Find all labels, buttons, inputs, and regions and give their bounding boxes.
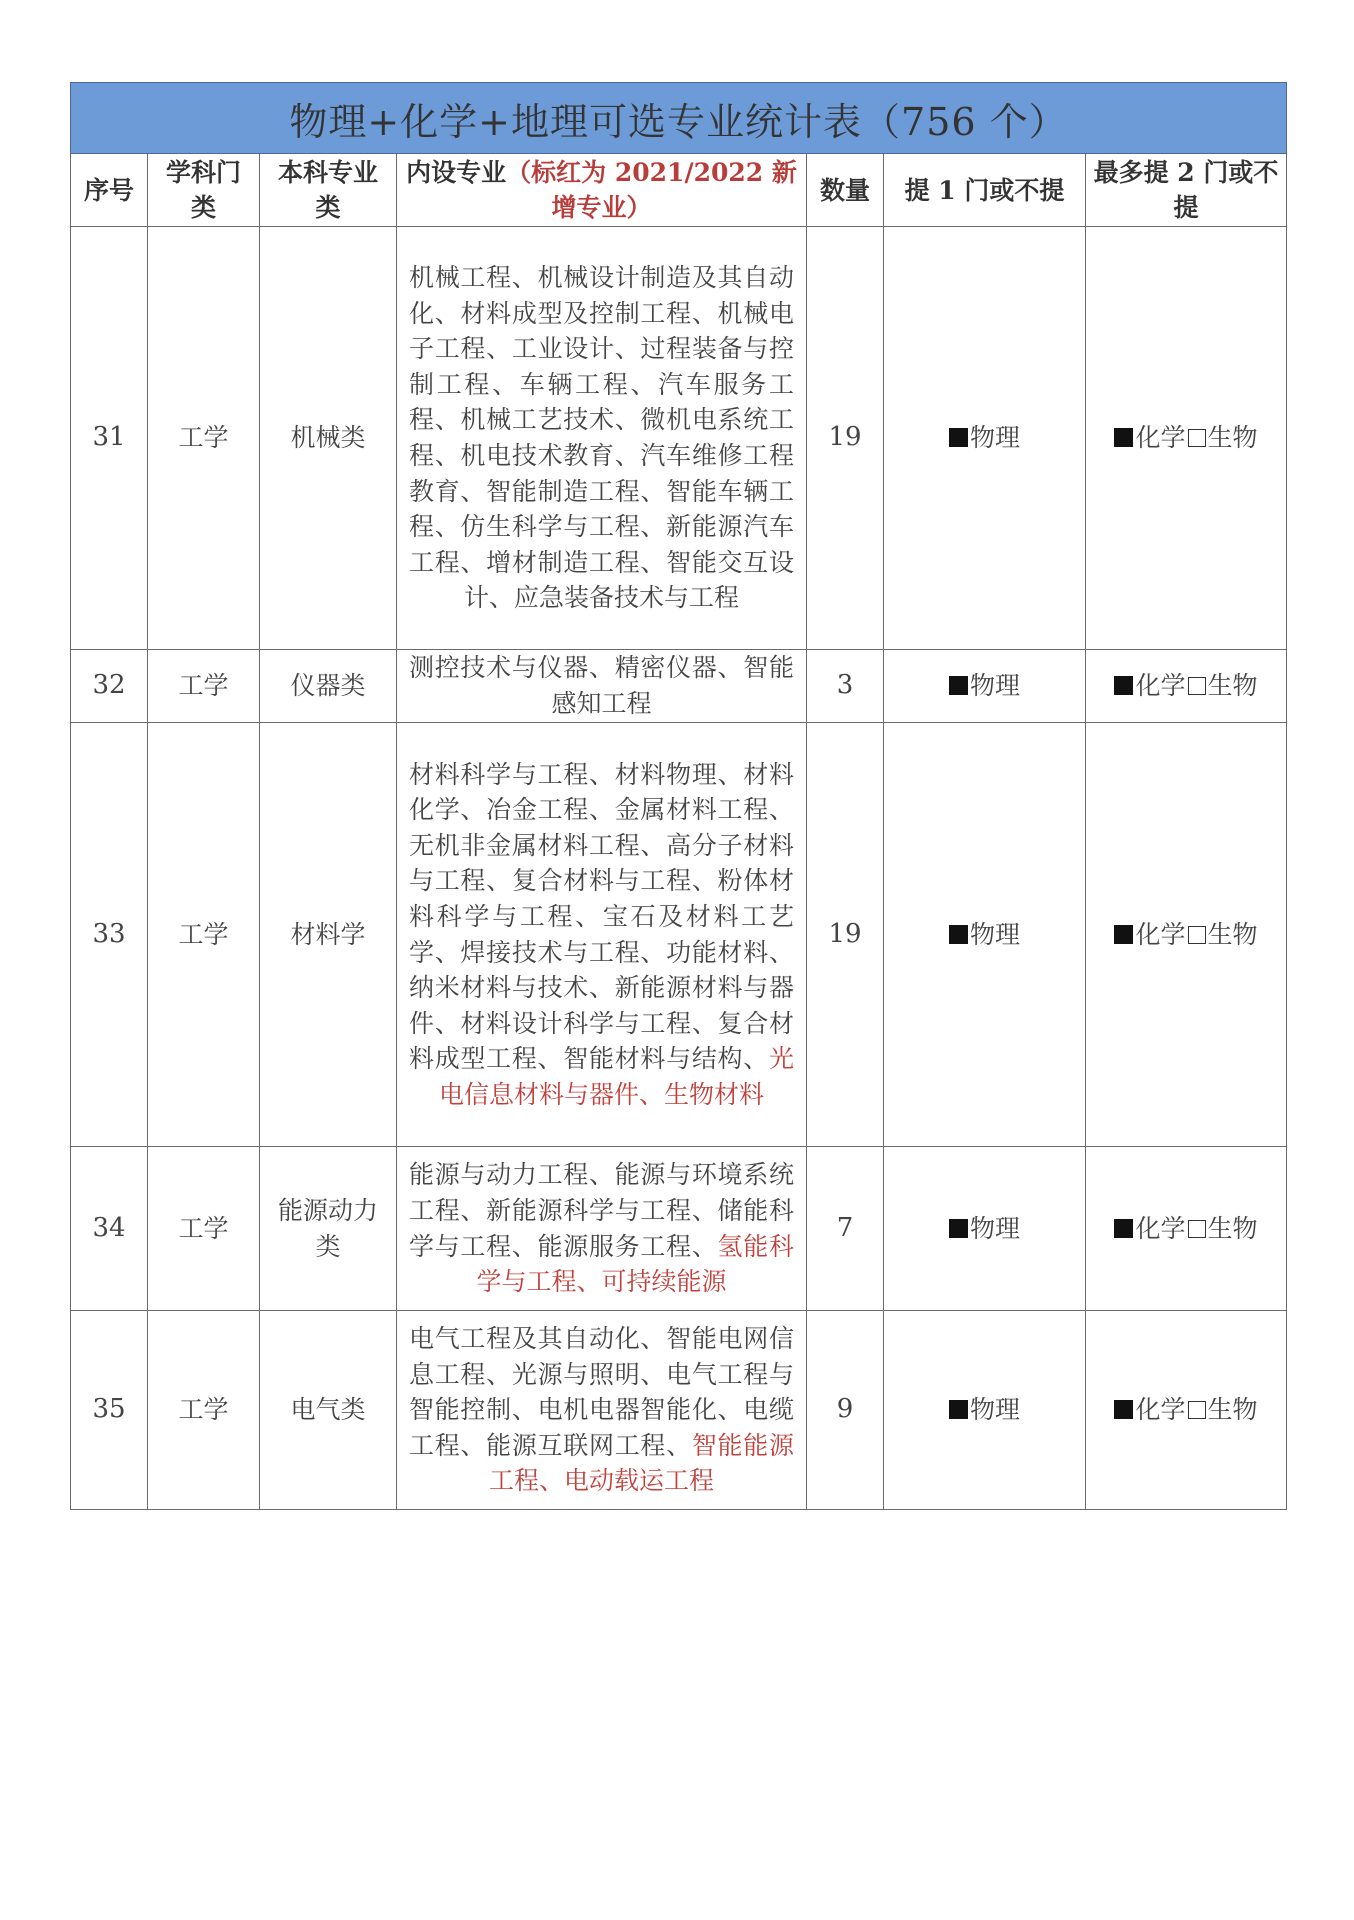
major-statistics-table	[70, 82, 1286, 1510]
empty-square-icon	[1188, 926, 1206, 944]
cell-category: 材料学	[260, 723, 397, 1147]
header-req2: 最多提 2 门或不提	[1086, 154, 1287, 227]
header-majors	[397, 154, 807, 227]
req1-subject: 物理	[969, 919, 1020, 949]
filled-square-icon	[1114, 676, 1133, 695]
majors-text: 能源与动力工程、能源与环境系统工程、新能源科学与工程、储能科学与工程、能源服务工程、	[409, 1160, 794, 1261]
table	[70, 82, 1287, 1510]
table-row	[71, 227, 1287, 650]
req2-subject-a: 化学	[1135, 423, 1186, 453]
cell-count: 19	[807, 723, 884, 1147]
filled-square-icon	[949, 1400, 968, 1419]
filled-square-icon	[949, 925, 968, 944]
cell-count: 9	[807, 1311, 884, 1510]
majors-text: 电气工程及其自动化、智能电网信息工程、光源与照明、电气工程与智能控制、电机电器智能化、电缆工程、能源互联网工程、	[409, 1324, 794, 1460]
filled-square-icon	[1114, 1400, 1133, 1419]
cell-index: 35	[71, 1311, 148, 1510]
majors-new-text: 光电信息材料与器件、生物材料	[438, 1044, 794, 1109]
cell-majors	[397, 227, 807, 650]
cell-count: 19	[807, 227, 884, 650]
header-index: 序号	[71, 154, 148, 227]
cell-count: 7	[807, 1147, 884, 1311]
req2-subject-b: 生物	[1207, 423, 1258, 453]
majors-text: 测控技术与仪器、精密仪器、智能感知工程	[409, 653, 794, 718]
req2-subject-b: 生物	[1207, 919, 1258, 949]
req2-subject-b: 生物	[1207, 1213, 1258, 1243]
req2-subject-b: 生物	[1207, 671, 1258, 701]
header-req1: 提 1 门或不提	[884, 154, 1086, 227]
cell-majors	[397, 1311, 807, 1510]
filled-square-icon	[1114, 1219, 1133, 1238]
cell-req2	[1086, 650, 1287, 723]
cell-req2	[1086, 1147, 1287, 1311]
cell-discipline: 工学	[148, 650, 260, 723]
cell-index: 31	[71, 227, 148, 650]
table-row	[71, 650, 1287, 723]
cell-category: 仪器类	[260, 650, 397, 723]
header-discipline: 学科门类	[148, 154, 260, 227]
cell-discipline: 工学	[148, 227, 260, 650]
req1-subject: 物理	[969, 1395, 1020, 1425]
req1-subject: 物理	[969, 1213, 1020, 1243]
cell-discipline: 工学	[148, 1147, 260, 1311]
empty-square-icon	[1188, 677, 1206, 695]
req1-subject: 物理	[969, 423, 1020, 453]
cell-category: 能源动力类	[260, 1147, 397, 1311]
req2-subject-a: 化学	[1135, 919, 1186, 949]
cell-req1	[884, 650, 1086, 723]
cell-discipline: 工学	[148, 1311, 260, 1510]
cell-index: 33	[71, 723, 148, 1147]
filled-square-icon	[1114, 925, 1133, 944]
cell-count: 3	[807, 650, 884, 723]
cell-req1	[884, 1311, 1086, 1510]
cell-req1	[884, 227, 1086, 650]
req2-subject-b: 生物	[1207, 1395, 1258, 1425]
filled-square-icon	[949, 676, 968, 695]
header-majors-note: （标红为 2021/2022 新增专业）	[506, 158, 797, 222]
header-category: 本科专业类	[260, 154, 397, 227]
req1-subject: 物理	[969, 671, 1020, 701]
cell-req1	[884, 723, 1086, 1147]
empty-square-icon	[1188, 429, 1206, 447]
cell-req1	[884, 1147, 1086, 1311]
cell-index: 34	[71, 1147, 148, 1311]
cell-category: 机械类	[260, 227, 397, 650]
filled-square-icon	[949, 1219, 968, 1238]
column-headers	[71, 154, 1287, 227]
majors-new-text: 氢能科学与工程、可持续能源	[476, 1231, 794, 1297]
header-majors-prefix: 内设专业	[406, 158, 507, 187]
table-title: 物理+化学+地理可选专业统计表（756 个）	[71, 83, 1287, 154]
filled-square-icon	[1114, 428, 1133, 447]
cell-req2	[1086, 723, 1287, 1147]
cell-majors	[397, 650, 807, 723]
req2-subject-a: 化学	[1135, 1395, 1186, 1425]
majors-text: 材料科学与工程、材料物理、材料化学、冶金工程、金属材料工程、无机非金属材料工程、高分子材料与工程、复合材料与工程、粉体材料科学与工程、宝石及材料工艺学、焊接技术与工程、功能材料、纳米材料与技术、新能源材料与器件、材料设计科学与工程、复合材料成型工程、智能材料与结构、	[409, 759, 794, 1074]
table-row	[71, 723, 1287, 1147]
table-row	[71, 1311, 1287, 1510]
cell-req2	[1086, 1311, 1287, 1510]
empty-square-icon	[1188, 1220, 1206, 1238]
cell-majors	[397, 723, 807, 1147]
cell-majors	[397, 1147, 807, 1311]
table-row	[71, 1147, 1287, 1311]
cell-index: 32	[71, 650, 148, 723]
majors-text: 机械工程、机械设计制造及其自动化、材料成型及控制工程、机械电子工程、工业设计、过程装备与控制工程、车辆工程、汽车服务工程、机械工艺技术、微机电系统工程、机电技术教育、汽车维修工程教育、智能制造工程、智能车辆工程、仿生科学与工程、新能源汽车工程、增材制造工程、智能交互设计、应急装备技术与工程	[409, 263, 794, 613]
filled-square-icon	[949, 428, 968, 447]
cell-discipline: 工学	[148, 723, 260, 1147]
req2-subject-a: 化学	[1135, 671, 1186, 701]
cell-category: 电气类	[260, 1311, 397, 1510]
cell-req2	[1086, 227, 1287, 650]
header-count: 数量	[807, 154, 884, 227]
table-title-header	[71, 83, 1287, 154]
table-body	[71, 227, 1287, 1510]
empty-square-icon	[1188, 1401, 1206, 1419]
req2-subject-a: 化学	[1135, 1213, 1186, 1243]
majors-new-text: 智能能源工程、电动载运工程	[488, 1430, 794, 1496]
